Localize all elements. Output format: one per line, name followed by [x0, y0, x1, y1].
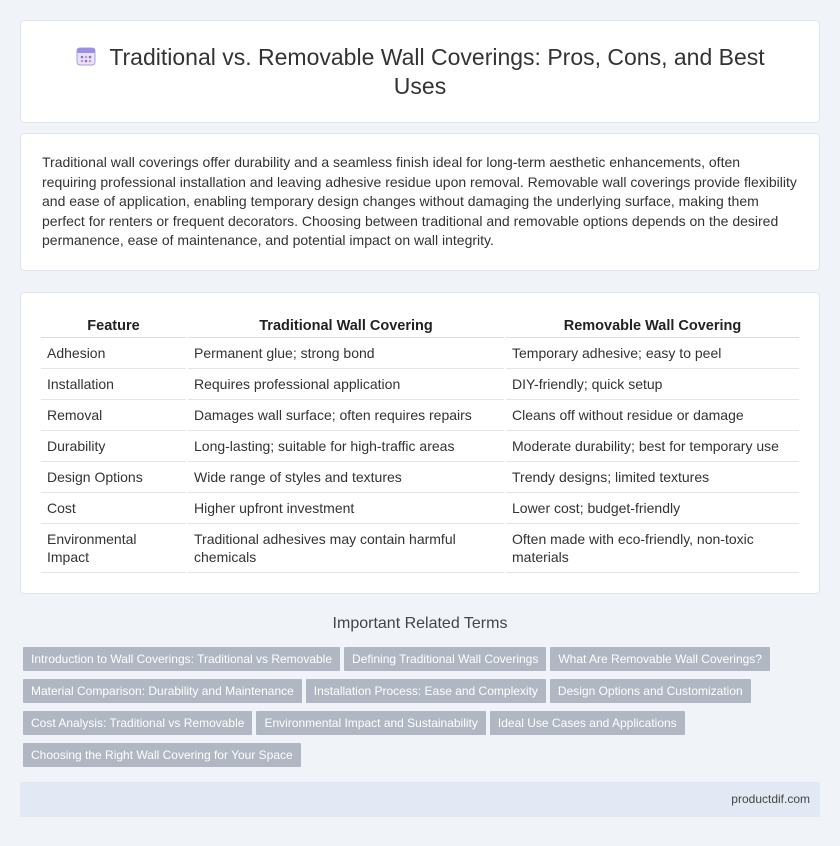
related-term-tag[interactable]: Defining Traditional Wall Coverings	[344, 647, 546, 671]
page-title	[61, 43, 779, 101]
removable-cell: Temporary adhesive; easy to peel	[505, 338, 799, 369]
related-term-tag[interactable]: Installation Process: Ease and Complexity	[306, 679, 546, 703]
traditional-cell: Permanent glue; strong bond	[187, 338, 505, 369]
removable-cell: Lower cost; budget-friendly	[505, 493, 799, 524]
related-term-tag[interactable]: Material Comparison: Durability and Maintenance	[23, 679, 302, 703]
header-feature: Feature	[41, 315, 187, 338]
traditional-cell: Wide range of styles and textures	[187, 462, 505, 493]
page-title-text: Traditional vs. Removable Wall Coverings: Pros, Cons, and Best Uses	[109, 44, 765, 99]
calendar-icon	[75, 45, 97, 67]
feature-cell: Removal	[41, 400, 187, 431]
feature-cell: Installation	[41, 369, 187, 400]
traditional-cell: Damages wall surface; often requires repairs	[187, 400, 505, 431]
table-row	[41, 431, 799, 462]
intro-card	[20, 133, 820, 271]
removable-cell: DIY-friendly; quick setup	[505, 369, 799, 400]
title-card	[20, 20, 820, 123]
header-traditional: Traditional Wall Covering	[187, 315, 505, 338]
footer-site-link[interactable]: productdif.com	[731, 792, 810, 806]
comparison-table	[41, 315, 799, 573]
related-term-tag[interactable]: Cost Analysis: Traditional vs Removable	[23, 711, 252, 735]
footer	[20, 782, 820, 817]
table-row	[41, 369, 799, 400]
related-term-tag[interactable]: Choosing the Right Wall Covering for Your Space	[23, 743, 301, 767]
intro-paragraph: Traditional wall coverings offer durability and a seamless finish ideal for long-term aesthetic enhancements, often requiring professional installation and leaving adhesive residue upon removal. Removable wall coverings provide flexibility and ease of application, enabling temporary design changes without damaging the underlying surface, making them perfect for renters or frequent decorators. Choosing between traditional and removable options depends on the desired permanence, ease of maintenance, and potential impact on wall integrity.	[42, 154, 797, 248]
table-row	[41, 338, 799, 369]
feature-cell: Adhesion	[41, 338, 187, 369]
table-row	[41, 400, 799, 431]
table-row	[41, 462, 799, 493]
title-row	[61, 43, 779, 101]
traditional-cell: Long-lasting; suitable for high-traffic areas	[187, 431, 505, 462]
feature-cell: Design Options	[41, 462, 187, 493]
traditional-cell: Requires professional application	[187, 369, 505, 400]
traditional-cell: Higher upfront investment	[187, 493, 505, 524]
related-term-tag[interactable]: Environmental Impact and Sustainability	[256, 711, 485, 735]
related-term-tag[interactable]: Introduction to Wall Coverings: Traditional vs Removable	[23, 647, 340, 671]
table-row	[41, 524, 799, 573]
removable-cell: Often made with eco-friendly, non-toxic materials	[505, 524, 799, 573]
removable-cell: Moderate durability; best for temporary use	[505, 431, 799, 462]
related-term-tag[interactable]: Design Options and Customization	[550, 679, 751, 703]
removable-cell: Cleans off without residue or damage	[505, 400, 799, 431]
feature-cell: Environmental Impact	[41, 524, 187, 573]
feature-cell: Cost	[41, 493, 187, 524]
header-removable: Removable Wall Covering	[505, 315, 799, 338]
related-term-tag[interactable]: What Are Removable Wall Coverings?	[550, 647, 770, 671]
table-card	[20, 292, 820, 594]
table-row	[41, 493, 799, 524]
table-header-row	[41, 315, 799, 338]
related-term-tag[interactable]: Ideal Use Cases and Applications	[490, 711, 685, 735]
traditional-cell: Traditional adhesives may contain harmful chemicals	[187, 524, 505, 573]
related-terms-heading: Important Related Terms	[332, 615, 508, 632]
removable-cell: Trendy designs; limited textures	[505, 462, 799, 493]
feature-cell: Durability	[41, 431, 187, 462]
related-terms-tags	[23, 647, 823, 775]
